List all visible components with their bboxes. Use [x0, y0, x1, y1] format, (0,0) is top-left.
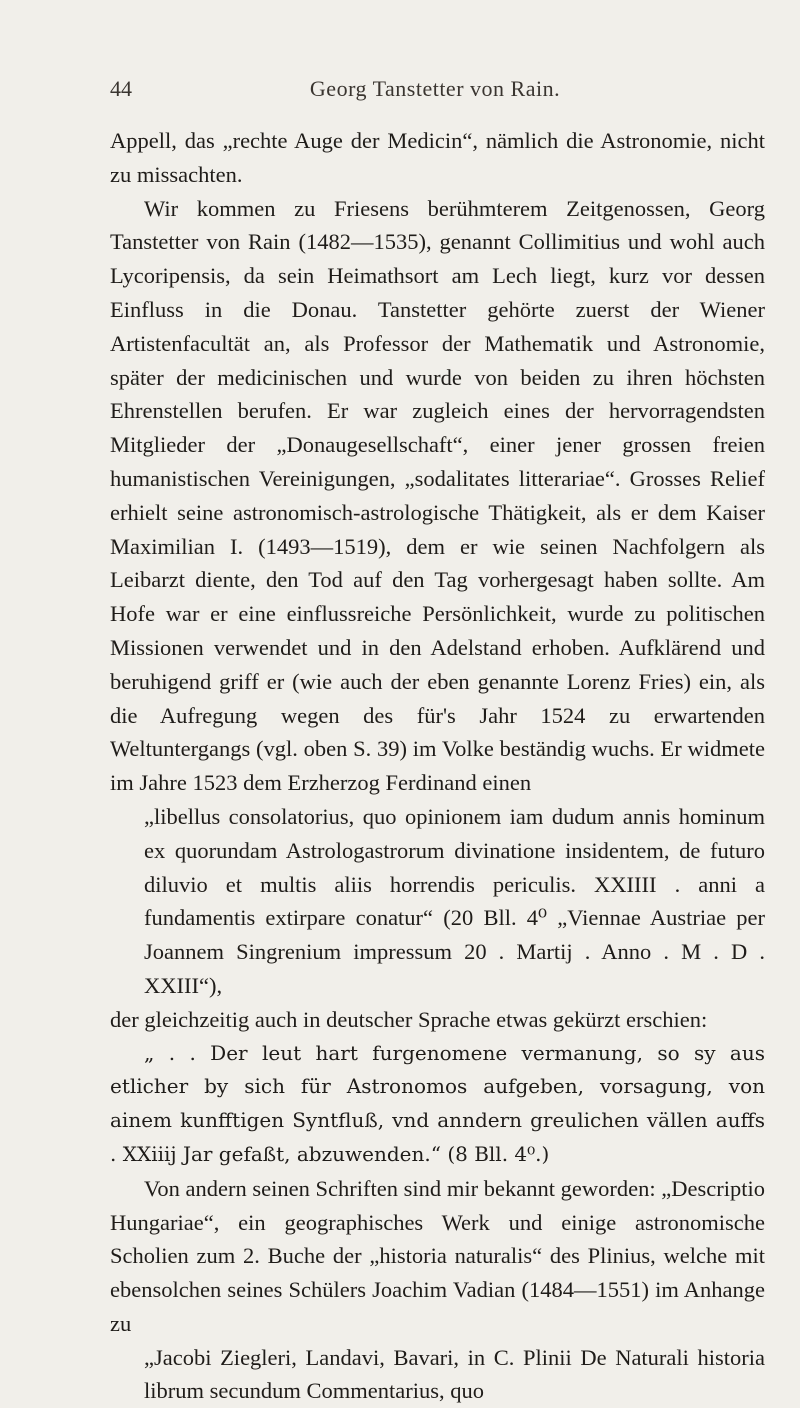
latin-title-quote: „libellus consolatorius, quo opinionem iam dudum annis hominum ex quorundam Astrologastrorum divinatione insidentem, de futuro diluvio et multis aliis horrendis periculis. XXIIII . anni a fundamentis extirpare conatur“ (20 Bll. 4⁰ „Viennae Austriae per Joannem Singrenium impressum 20 . Martij . Anno . M . D . XXIII“),: [144, 803, 765, 998]
page-header: [110, 76, 760, 106]
ziegler-title-quote: „Jacobi Ziegleri, Landavi, Bavari, in C. Plinii De Naturali historia librum secundum Commentarius, quo: [144, 1344, 765, 1404]
paragraph-other-writings: Von andern seinen Schriften sind mir bekannt geworden: „Descriptio Hungariae“, ein geographisches Werk und einige astronomische Scholien zum 2. Buche der „historia naturalis“ des Plinius, welche mit ebensolchen seines Schülers Joachim Vadian (1484—1551) im Anhange zu: [110, 1175, 765, 1336]
page-body: [110, 124, 765, 1408]
paragraph-german-edition: der gleichzeitig auch in deutscher Sprache etwas gekürzt erschien:: [110, 1006, 708, 1032]
paragraph-tanstetter: Wir kommen zu Friesens berühmterem Zeitgenossen, Georg Tanstetter von Rain (1482—1535), genannt Collimitius und wohl auch Lycoripensis, da sein Heimathsort am Lech liegt, kurz vor dessen Einfluss in die Donau. Tanstetter gehörte zuerst der Wiener Artistenfacultät an, als Professor der Mathematik und Astronomie, später der medicinischen und wurde von beiden zu ihren höchsten Ehrenstellen berufen. Er war zugleich eines der hervorragendsten Mitglieder der „Donaugesellschaft“, einer jener grossen freien humanistischen Vereinigungen, „sodalitates litterariae“. Grosses Relief erhielt seine astronomisch-astrologische Thätigkeit, als er dem Kaiser Maximilian I. (1493—1519), dem er wie seinen Nachfolgern als Leibarzt diente, den Tod auf den Tag vorhergesagt haben sollte. Am Hofe war er eine einflussreiche Persönlichkeit, wurde zu politischen Missionen verwendet und in den Adelstand erhoben. Aufklärend und beruhigend griff er (wie auch der eben genannte Lorenz Fries) ein, als die Aufregung wegen des für's Jahr 1524 zu erwartenden Weltuntergangs (vgl. oben S. 39) im Volke beständig wuchs. Er widmete im Jahre 1523 dem Erzherzog Ferdinand einen: [110, 195, 765, 796]
running-title: Georg Tanstetter von Rain.: [309, 76, 561, 101]
german-title-quote: „ . . Der leut hart furgenomene vermanung, so sy aus etlicher by sich für Astronomos aufgeben, vorsagung, von ainem kunfftigen Syntfluß, vnd anndern greulichen vällen auffs . XXiiij Jar gefaßt, abzuwenden.“ (8 Bll. 4⁰.): [110, 1040, 765, 1166]
paragraph-continuation: Appell, das „rechte Auge der Medicin“, nämlich die Astronomie, nicht zu missachten.: [110, 128, 765, 187]
page-number: 44: [110, 76, 132, 101]
